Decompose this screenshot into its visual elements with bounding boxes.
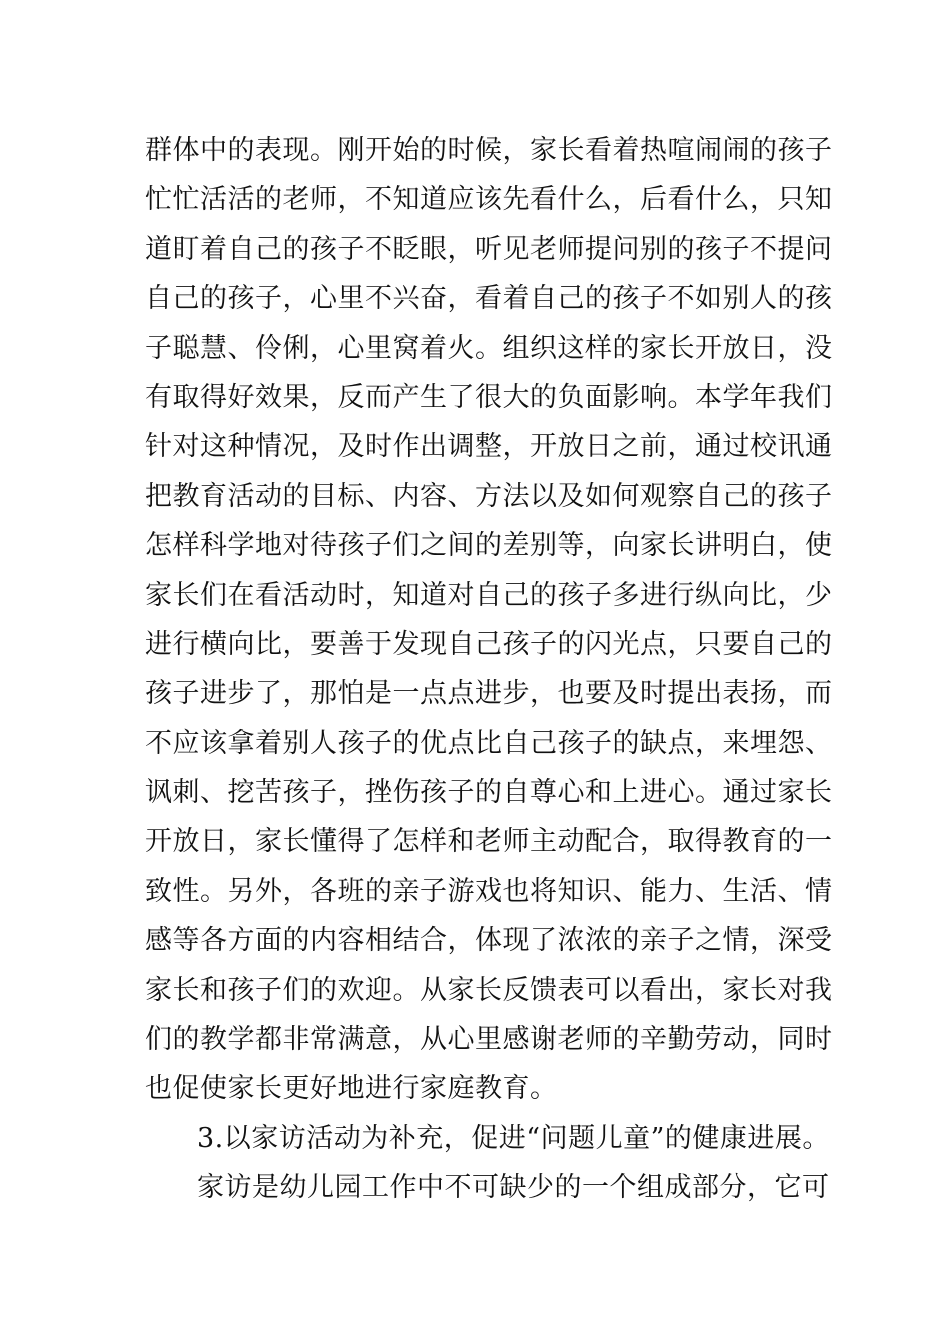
text-line: 家访是幼儿园工作中不可缺少的一个组成部分，它可 (197, 1172, 830, 1204)
text-line: 感等各方面的内容相结合，体现了浓浓的亲子之情，深受 (145, 925, 833, 957)
text-line: 孩子进步了，那怕是一点点进步，也要及时提出表扬，而 (145, 678, 833, 710)
text-line: 家长们在看活动时，知道对自己的孩子多进行纵向比，少 (145, 579, 833, 611)
text-line: 怎样科学地对待孩子们之间的差别等，向家长讲明白，使 (145, 530, 833, 562)
text-line: 开放日，家长懂得了怎样和老师主动配合，取得教育的一 (145, 826, 833, 858)
text-line: 讽刺、挖苦孩子，挫伤孩子的自尊心和上进心。通过家长 (145, 777, 833, 809)
text-line: 家长和孩子们的欢迎。从家长反馈表可以看出，家长对我 (145, 974, 833, 1006)
text-line: 道盯着自己的孩子不眨眼，听见老师提问别的孩子不提问 (145, 233, 833, 265)
section-heading: 3.以家访活动为补充，促进“问题儿童”的健康进展。 (197, 1122, 830, 1154)
text-line: 致性。另外，各班的亲子游戏也将知识、能力、生活、情 (145, 875, 833, 907)
text-line: 进行横向比，要善于发现自己孩子的闪光点，只要自己的 (145, 628, 833, 660)
text-line: 群体中的表现。刚开始的时候，家长看着热喧闹闹的孩子 (145, 135, 833, 166)
text-line: 有取得好效果，反而产生了很大的负面影响。本学年我们 (145, 381, 833, 413)
body-text (145, 126, 833, 1213)
text-line: 忙忙活活的老师，不知道应该先看什么，后看什么，只知 (145, 184, 833, 216)
text-line: 们的教学都非常满意，从心里感谢老师的辛勤劳动，同时 (145, 1024, 833, 1056)
text-line: 不应该拿着别人孩子的优点比自己孩子的缺点，来埋怨、 (145, 727, 833, 759)
text-line: 针对这种情况，及时作出调整，开放日之前，通过校讯通 (145, 431, 833, 463)
text-line: 也促使家长更好地进行家庭教育。 (145, 1073, 558, 1105)
text-line: 子聪慧、伶俐，心里窝着火。组织这样的家长开放日，没 (145, 332, 833, 364)
text-line: 自己的孩子，心里不兴奋，看着自己的孩子不如别人的孩 (145, 283, 833, 315)
text-line: 把教育活动的目标、内容、方法以及如何观察自己的孩子 (145, 480, 833, 512)
